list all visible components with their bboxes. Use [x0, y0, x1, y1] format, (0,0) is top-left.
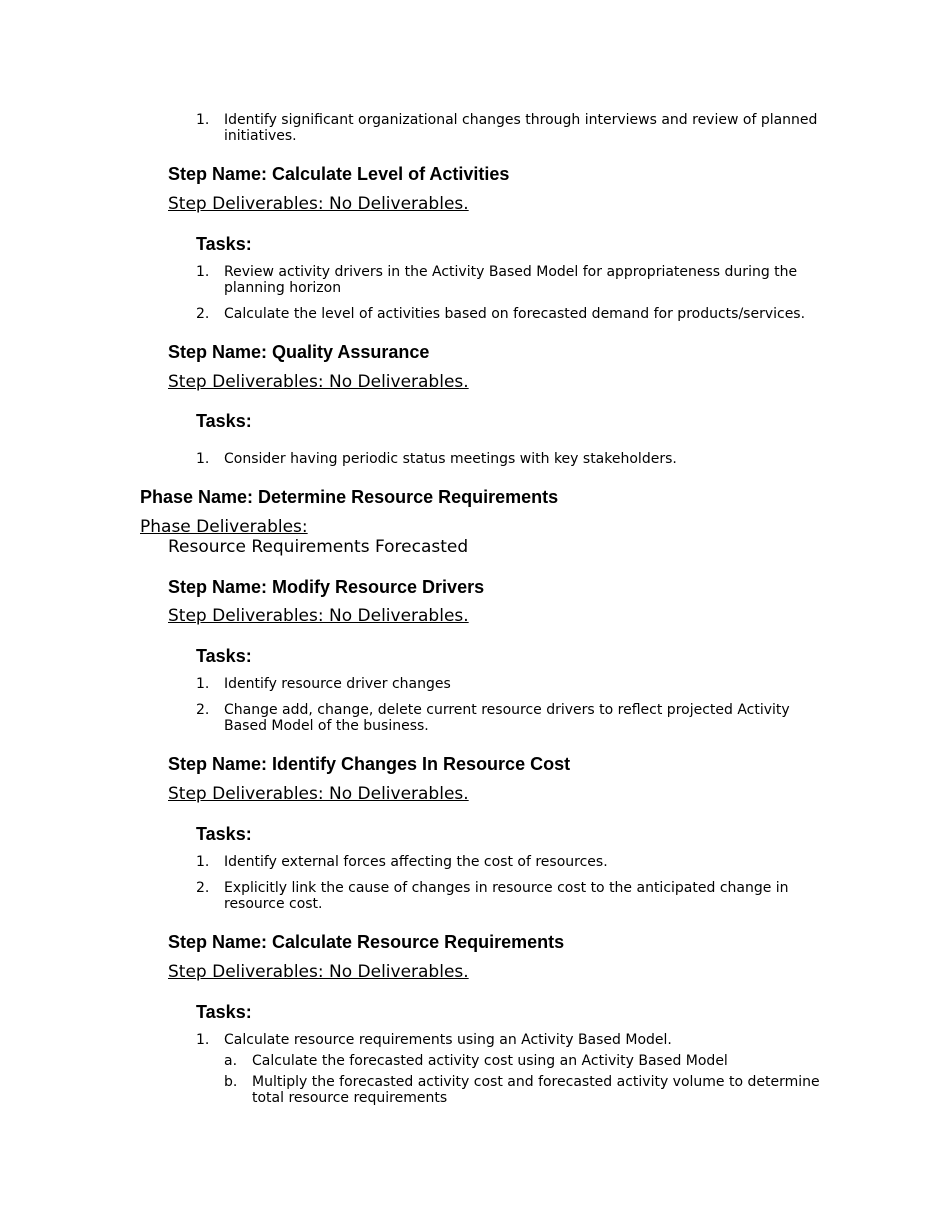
list-number: 1.	[196, 676, 210, 692]
step-title: Step Name: Modify Resource Drivers	[168, 577, 485, 597]
task-text: Identify resource driver changes	[224, 676, 451, 692]
tasks-heading: Tasks:	[196, 824, 252, 844]
task-text: Identify external forces affecting the cost of resources.	[224, 854, 608, 870]
step-title: Step Name: Quality Assurance	[168, 342, 430, 362]
list-number: 2.	[196, 702, 210, 718]
list-number: 1.	[196, 112, 210, 128]
step-title: Step Name: Calculate Level of Activities	[168, 164, 510, 184]
step-deliverables: Step Deliverables: No Deliverables.	[168, 372, 469, 392]
task-text-continued: Based Model of the business.	[224, 718, 429, 734]
phase-deliverable-item: Resource Requirements Forecasted	[168, 537, 469, 557]
task-text: Change add, change, delete current resource drivers to reflect projected Activity	[224, 702, 790, 718]
task-text-continued: planning horizon	[224, 280, 342, 296]
phase-title: Phase Name: Determine Resource Requirements	[140, 487, 559, 507]
task-text: Identify significant organizational changes through interviews and review of planned	[224, 112, 818, 128]
tasks-heading: Tasks:	[196, 411, 252, 431]
list-number: 1.	[196, 451, 210, 467]
sublist-letter: b.	[224, 1074, 238, 1090]
subtask-text: Calculate the forecasted activity cost using an Activity Based Model	[252, 1053, 728, 1069]
step-deliverables: Step Deliverables: No Deliverables.	[168, 194, 469, 214]
task-text: Calculate the level of activities based on forecasted demand for products/services.	[224, 306, 806, 322]
tasks-heading: Tasks:	[196, 234, 252, 254]
task-text-continued: resource cost.	[224, 896, 323, 912]
task-text: Calculate resource requirements using an Activity Based Model.	[224, 1032, 672, 1048]
step-title: Step Name: Calculate Resource Requirements	[168, 932, 565, 952]
step-title: Step Name: Identify Changes In Resource Cost	[168, 754, 571, 774]
step-deliverables: Step Deliverables: No Deliverables.	[168, 962, 469, 982]
list-number: 1.	[196, 854, 210, 870]
list-number: 1.	[196, 264, 210, 280]
step-deliverables: Step Deliverables: No Deliverables.	[168, 606, 469, 626]
task-text-continued: initiatives.	[224, 128, 297, 144]
step-deliverables: Step Deliverables: No Deliverables.	[168, 784, 469, 804]
list-number: 2.	[196, 880, 210, 896]
task-text: Consider having periodic status meetings with key stakeholders.	[224, 451, 677, 467]
list-number: 1.	[196, 1032, 210, 1048]
subtask-text: Multiply the forecasted activity cost and forecasted activity volume to determine	[252, 1074, 820, 1090]
phase-deliverables-label: Phase Deliverables:	[140, 517, 308, 537]
subtask-text-continued: total resource requirements	[252, 1090, 448, 1106]
sublist-letter: a.	[224, 1053, 238, 1069]
tasks-heading: Tasks:	[196, 1002, 252, 1022]
list-number: 2.	[196, 306, 210, 322]
task-text: Review activity drivers in the Activity Based Model for appropriateness during the	[224, 264, 798, 280]
task-text: Explicitly link the cause of changes in resource cost to the anticipated change in	[224, 880, 789, 896]
tasks-heading: Tasks:	[196, 646, 252, 666]
